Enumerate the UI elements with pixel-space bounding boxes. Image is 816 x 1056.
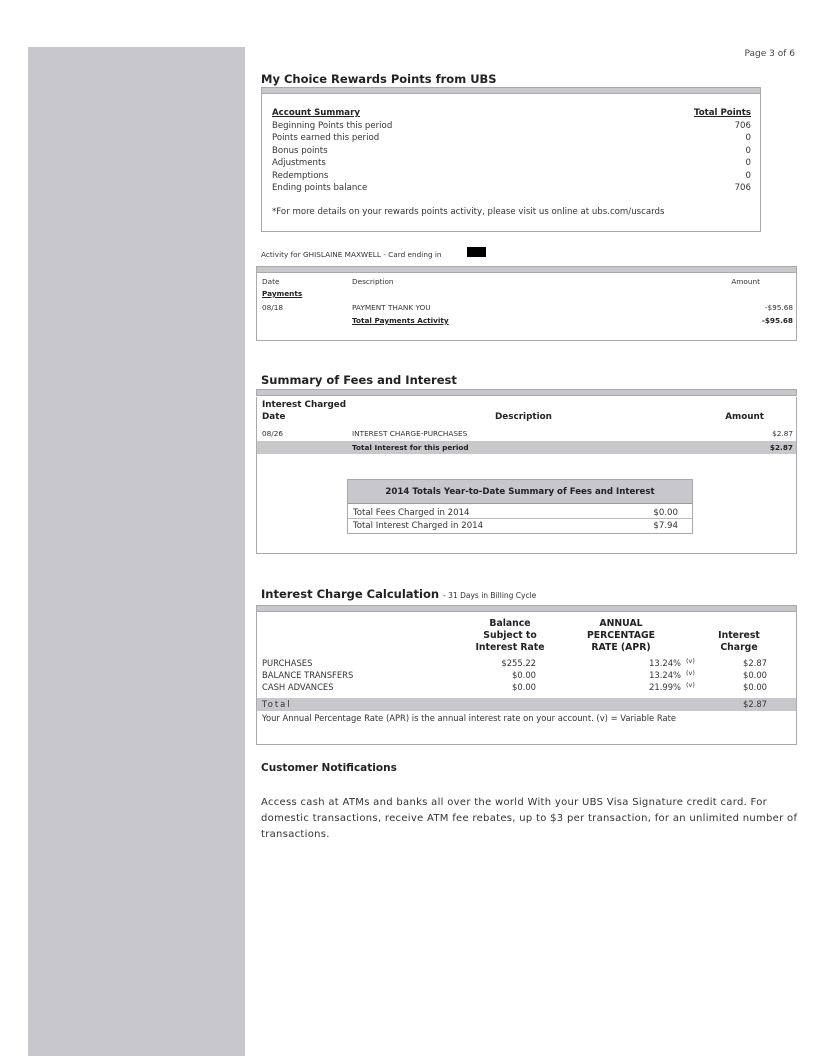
calc-total-value: $2.87	[743, 699, 767, 709]
account-summary-heading: Account Summary	[272, 108, 360, 118]
total-payments-amount: -$95.68	[761, 316, 793, 325]
col-description-heading: Description	[352, 277, 394, 286]
calc-row-flag: (v)	[686, 681, 695, 689]
rewards-row-label: Ending points balance	[272, 183, 368, 193]
page-number: Page 3 of 6	[744, 49, 795, 59]
rewards-row-label: Redemptions	[272, 171, 329, 181]
calc-title: Interest Charge Calculation	[261, 587, 440, 601]
ytd-fees-label: Total Fees Charged in 2014	[353, 508, 470, 518]
calc-total-label: Total	[262, 699, 292, 709]
rewards-row	[272, 133, 751, 145]
rewards-header-bar	[261, 87, 761, 94]
calc-row-interest: $0.00	[743, 682, 767, 692]
rewards-row-value: 0	[745, 158, 751, 168]
notifications-text: Access cash at ATMs and banks all over the world With your UBS Visa Signature credit card. For domestic transactions, receive ATM fee rebates, up to $3 per transaction, for an unlimited number of transactions.	[261, 797, 798, 840]
interest-charged-heading: Interest Charged	[262, 400, 347, 410]
calc-title-line	[261, 587, 536, 601]
calc-row-flag: (v)	[686, 657, 695, 665]
rewards-row-value: 0	[745, 171, 751, 181]
rewards-row-value: 706	[734, 183, 751, 193]
redacted-card-number	[467, 247, 486, 257]
calc-subtitle: - 31 Days in Billing Cycle	[443, 591, 537, 600]
payment-description: PAYMENT THANK YOU	[352, 303, 431, 312]
activity-header-bar	[256, 266, 797, 273]
fees-title: Summary of Fees and Interest	[261, 373, 457, 387]
total-interest-amount: $2.87	[769, 443, 793, 452]
calc-row-apr: 21.99%	[649, 682, 681, 692]
rewards-title: My Choice Rewards Points from UBS	[261, 72, 497, 86]
ytd-fees-value: $0.00	[653, 508, 678, 518]
fees-col-description: Description	[495, 412, 552, 422]
calc-row-balance: $255.22	[501, 658, 536, 668]
rewards-row-label: Adjustments	[272, 158, 326, 168]
calc-row	[257, 682, 796, 694]
rewards-row-label: Points earned this period	[272, 133, 380, 143]
rewards-row-value: 706	[734, 121, 751, 131]
calc-row-interest: $2.87	[743, 658, 767, 668]
rewards-row	[272, 121, 751, 133]
rewards-row	[272, 171, 751, 183]
interest-amount: $2.87	[772, 429, 793, 438]
rewards-row	[272, 146, 751, 158]
ytd-interest-row	[353, 521, 678, 533]
calc-total-row	[257, 698, 796, 711]
calc-row-label: CASH ADVANCES	[262, 682, 334, 692]
calc-row-balance: $0.00	[512, 670, 536, 680]
total-points-heading: Total Points	[694, 108, 751, 118]
apr-note: Your Annual Percentage Rate (APR) is the annual interest rate on your account. (v) = Variable Rate	[262, 713, 677, 723]
ytd-interest-value: $7.94	[653, 521, 678, 531]
interest-description: INTEREST CHARGE-PURCHASES	[352, 429, 468, 438]
calc-row-label: PURCHASES	[262, 658, 313, 668]
rewards-row-label: Bonus points	[272, 146, 328, 156]
calc-row-apr: 13.24%	[649, 670, 681, 680]
rewards-header-row	[272, 108, 751, 120]
rewards-row-value: 0	[745, 146, 751, 156]
col-apr-heading: ANNUAL PERCENTAGE RATE (APR)	[586, 618, 656, 653]
calc-row-label: BALANCE TRANSFERS	[262, 670, 354, 680]
total-interest-label: Total Interest for this period	[352, 443, 469, 452]
fees-header-bar	[256, 389, 797, 396]
ytd-divider	[348, 518, 692, 519]
payments-group-label: Payments	[262, 289, 303, 298]
rewards-row	[272, 158, 751, 170]
calc-row-apr: 13.24%	[649, 658, 681, 668]
total-interest-row	[257, 441, 796, 454]
ytd-summary-title: 2014 Totals Year-to-Date Summary of Fees and Interest	[348, 480, 692, 504]
col-amount-heading: Amount	[731, 277, 760, 286]
calc-row-interest: $0.00	[743, 670, 767, 680]
fees-col-date: Date	[262, 412, 286, 422]
left-sidebar-panel	[28, 47, 245, 1056]
activity-label: Activity for GHISLAINE MAXWELL - Card ending in	[261, 250, 442, 259]
calc-row-flag: (v)	[686, 669, 695, 677]
calc-header-bar	[256, 605, 797, 612]
payment-amount: -$95.68	[764, 303, 793, 312]
rewards-summary-box	[261, 94, 761, 232]
ytd-interest-label: Total Interest Charged in 2014	[353, 521, 484, 531]
payments-activity-box	[256, 273, 797, 341]
col-interest-heading: Interest Charge	[718, 630, 760, 653]
total-payments-label: Total Payments Activity	[352, 316, 449, 325]
rewards-note: *For more details on your rewards points activity, please visit us online at ubs.com/uscards	[272, 207, 665, 217]
calc-row-balance: $0.00	[512, 682, 536, 692]
calc-row	[257, 670, 796, 682]
notifications-title: Customer Notifications	[261, 762, 397, 774]
fees-interest-box	[256, 397, 797, 554]
rewards-row-value: 0	[745, 133, 751, 143]
interest-calc-table	[256, 612, 797, 745]
calc-row	[257, 658, 796, 670]
ytd-summary-table	[347, 479, 693, 534]
interest-date: 08/26	[262, 429, 284, 438]
payment-date: 08/18	[262, 303, 284, 312]
col-balance-heading: Balance Subject to Interest Rate	[475, 618, 545, 653]
col-date-heading: Date	[262, 277, 280, 286]
rewards-row	[272, 183, 751, 195]
rewards-row-label: Beginning Points this period	[272, 121, 393, 131]
fees-col-amount: Amount	[725, 412, 764, 422]
